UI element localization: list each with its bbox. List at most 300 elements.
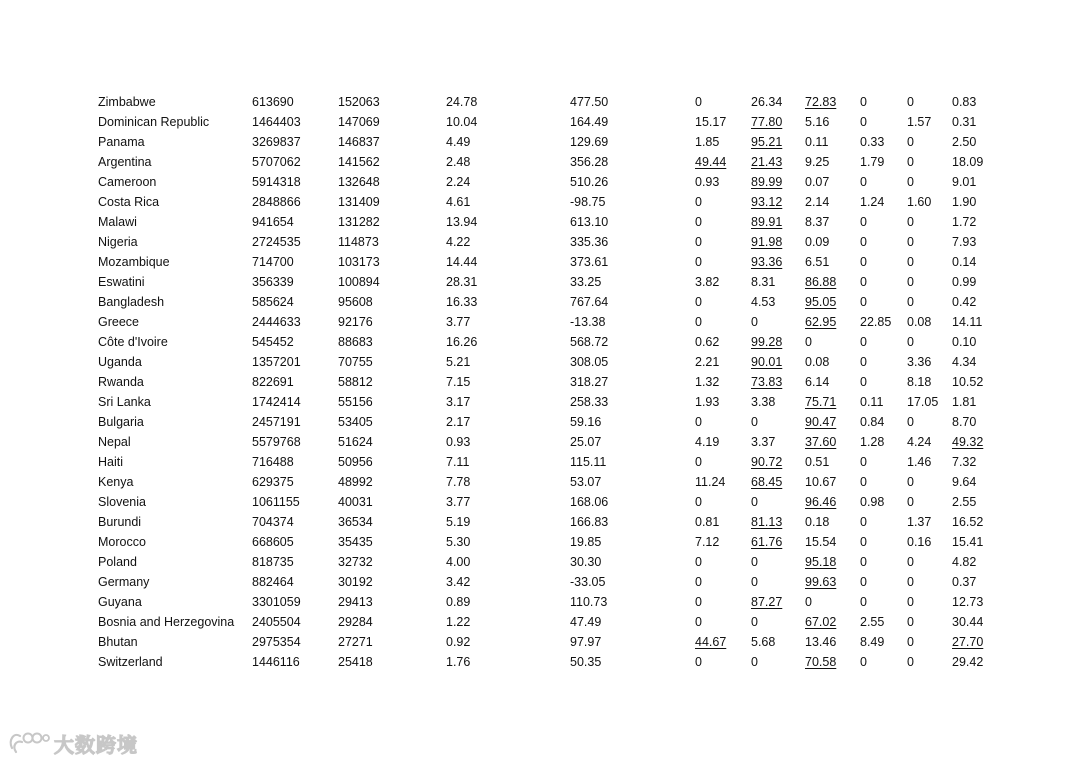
value-cell-v1: 714700 [252,255,294,269]
data-table [98,92,992,672]
value-cell-v7: 0 [805,335,812,349]
value-cell-v4: 318.27 [570,375,609,389]
country-cell: Dominican Republic [98,115,210,129]
value-cell-v6: 73.83 [751,375,783,389]
value-cell-v7: 8.37 [805,215,830,229]
value-cell-v2: 55156 [338,395,373,409]
value-cell-v2: 35435 [338,535,373,549]
value-cell-v3: 14.44 [446,255,478,269]
value-cell-v4: 110.73 [570,595,608,609]
value-cell-v4: 30.30 [570,555,602,569]
table-row [98,592,992,612]
country-cell: Cameroon [98,175,157,189]
value-cell-v9: 0 [907,555,914,569]
value-cell-v6: 0 [751,555,758,569]
value-cell-v9: 0 [907,655,914,669]
value-cell-v5: 4.19 [695,435,720,449]
value-cell-v5: 1.85 [695,135,720,149]
value-cell-v6: 0 [751,315,758,329]
value-cell-v6: 4.53 [751,295,776,309]
value-cell-v7: 0.09 [805,235,830,249]
value-cell-v10: 0.42 [952,295,977,309]
value-cell-v6: 89.91 [751,215,783,229]
value-cell-v9: 0 [907,615,914,629]
value-cell-v2: 92176 [338,315,373,329]
value-cell-v6: 90.01 [751,355,783,369]
country-cell: Haiti [98,455,124,469]
value-cell-v1: 5914318 [252,175,301,189]
value-cell-v3: 28.31 [446,275,478,289]
table-row [98,352,992,372]
value-cell-v5: 0 [695,455,702,469]
value-cell-v10: 9.64 [952,475,977,489]
value-cell-v1: 1742414 [252,395,301,409]
value-cell-v3: 5.21 [446,355,471,369]
value-cell-v9: 0 [907,475,914,489]
value-cell-v5: 0.93 [695,175,720,189]
value-cell-v1: 2405504 [252,615,301,629]
value-cell-v3: 1.76 [446,655,471,669]
value-cell-v1: 882464 [252,575,294,589]
value-cell-v8: 2.55 [860,615,885,629]
value-cell-v6: 21.43 [751,155,783,169]
table-row [98,312,992,332]
country-cell: Mozambique [98,255,170,269]
value-cell-v8: 0 [860,595,867,609]
value-cell-v1: 5707062 [252,155,301,169]
value-cell-v8: 0 [860,515,867,529]
table-row [98,532,992,552]
value-cell-v9: 0 [907,155,914,169]
value-cell-v5: 44.67 [695,635,727,649]
value-cell-v3: 2.48 [446,155,471,169]
value-cell-v3: 3.17 [446,395,471,409]
table-row [98,372,992,392]
value-cell-v3: 4.49 [446,135,471,149]
table-row [98,472,992,492]
value-cell-v2: 152063 [338,95,380,109]
value-cell-v6: 0 [751,575,758,589]
table-row [98,172,992,192]
value-cell-v5: 0 [695,255,702,269]
value-cell-v2: 27271 [338,635,373,649]
value-cell-v3: 16.26 [446,335,478,349]
value-cell-v9: 1.46 [907,455,932,469]
value-cell-v7: 99.63 [805,575,837,589]
value-cell-v6: 93.36 [751,255,783,269]
value-cell-v1: 3269837 [252,135,301,149]
value-cell-v5: 0 [695,215,702,229]
country-cell: Argentina [98,155,152,169]
value-cell-v10: 14.11 [952,315,983,329]
value-cell-v2: 131409 [338,195,380,209]
value-cell-v10: 9.01 [952,175,977,189]
value-cell-v5: 0 [695,595,702,609]
value-cell-v8: 0 [860,575,867,589]
table-row [98,192,992,212]
value-cell-v3: 0.92 [446,635,471,649]
value-cell-v4: 308.05 [570,355,609,369]
watermark-text: 大数跨境 [54,732,138,757]
country-cell: Morocco [98,535,146,549]
value-cell-v9: 0 [907,255,914,269]
country-cell: Sri Lanka [98,395,151,409]
value-cell-v9: 4.24 [907,435,932,449]
country-cell: Poland [98,555,137,569]
value-cell-v9: 0 [907,595,914,609]
value-cell-v4: -33.05 [570,575,606,589]
value-cell-v4: 373.61 [570,255,609,269]
country-cell: Malawi [98,215,137,229]
value-cell-v2: 131282 [338,215,380,229]
value-cell-v5: 0 [695,315,702,329]
value-cell-v2: 51624 [338,435,373,449]
value-cell-v10: 0.14 [952,255,977,269]
table-row [98,132,992,152]
value-cell-v9: 0 [907,275,914,289]
value-cell-v4: 335.36 [570,235,609,249]
value-cell-v4: 258.33 [570,395,609,409]
country-cell: Guyana [98,595,142,609]
value-cell-v9: 0 [907,635,914,649]
value-cell-v6: 91.98 [751,235,783,249]
value-cell-v3: 3.77 [446,315,471,329]
value-cell-v1: 704374 [252,515,294,529]
value-cell-v8: 1.24 [860,195,885,209]
value-cell-v6: 8.31 [751,275,776,289]
value-cell-v5: 0 [695,555,702,569]
value-cell-v7: 0.07 [805,175,830,189]
value-cell-v2: 36534 [338,515,373,529]
value-cell-v7: 0.18 [805,515,830,529]
value-cell-v8: 0.98 [860,495,885,509]
value-cell-v2: 32732 [338,555,373,569]
value-cell-v6: 81.13 [751,515,783,529]
country-cell: Bosnia and Herzegovina [98,615,235,629]
value-cell-v8: 8.49 [860,635,885,649]
value-cell-v7: 13.46 [805,635,837,649]
value-cell-v1: 818735 [252,555,294,569]
value-cell-v7: 9.25 [805,155,830,169]
value-cell-v1: 668605 [252,535,294,549]
value-cell-v2: 29284 [338,615,373,629]
value-cell-v3: 4.00 [446,555,471,569]
value-cell-v7: 15.54 [805,535,837,549]
value-cell-v10: 0.37 [952,575,977,589]
country-cell: Rwanda [98,375,144,389]
value-cell-v9: 3.36 [907,355,932,369]
value-cell-v8: 22.85 [860,315,892,329]
value-cell-v10: 16.52 [952,515,984,529]
value-cell-v3: 5.19 [446,515,471,529]
value-cell-v4: 115.11 [570,455,607,469]
country-cell: Nigeria [98,235,138,249]
value-cell-v3: 3.42 [446,575,471,589]
value-cell-v6: 89.99 [751,175,783,189]
value-cell-v3: 0.93 [446,435,471,449]
value-cell-v7: 2.14 [805,195,830,209]
value-cell-v6: 93.12 [751,195,783,209]
value-cell-v4: -13.38 [570,315,606,329]
value-cell-v1: 1357201 [252,355,301,369]
value-cell-v1: 356339 [252,275,294,289]
value-cell-v7: 90.47 [805,415,837,429]
value-cell-v1: 2848866 [252,195,301,209]
table-row [98,292,992,312]
value-cell-v9: 0.08 [907,315,932,329]
value-cell-v8: 0 [860,175,867,189]
value-cell-v8: 0 [860,555,867,569]
value-cell-v8: 0 [860,455,867,469]
value-cell-v8: 0 [860,215,867,229]
value-cell-v1: 2724535 [252,235,301,249]
value-cell-v8: 0.33 [860,135,885,149]
value-cell-v1: 716488 [252,455,294,469]
value-cell-v2: 141562 [338,155,380,169]
value-cell-v2: 29413 [338,595,373,609]
value-cell-v8: 0 [860,655,867,669]
value-cell-v3: 4.61 [446,195,471,209]
value-cell-v10: 0.10 [952,335,977,349]
value-cell-v2: 132648 [338,175,380,189]
country-cell: Eswatini [98,275,145,289]
value-cell-v9: 0 [907,415,914,429]
table-row [98,392,992,412]
value-cell-v10: 0.83 [952,95,977,109]
value-cell-v1: 1446116 [252,655,300,669]
value-cell-v5: 3.82 [695,275,720,289]
value-cell-v6: 26.34 [751,95,783,109]
value-cell-v5: 1.32 [695,375,720,389]
value-cell-v2: 100894 [338,275,380,289]
table-row [98,552,992,572]
value-cell-v2: 103173 [338,255,380,269]
value-cell-v5: 0 [695,195,702,209]
value-cell-v8: 0 [860,235,867,249]
value-cell-v10: 7.93 [952,235,977,249]
value-cell-v2: 30192 [338,575,373,589]
value-cell-v7: 6.51 [805,255,830,269]
value-cell-v6: 87.27 [751,595,783,609]
value-cell-v6: 61.76 [751,535,783,549]
value-cell-v3: 3.77 [446,495,471,509]
value-cell-v9: 0 [907,335,914,349]
value-cell-v6: 99.28 [751,335,783,349]
country-cell: Kenya [98,475,134,489]
value-cell-v4: 356.28 [570,155,609,169]
value-cell-v9: 1.57 [907,115,932,129]
value-cell-v8: 0.11 [860,395,884,409]
table-row [98,152,992,172]
value-cell-v7: 6.14 [805,375,830,389]
value-cell-v3: 7.78 [446,475,471,489]
value-cell-v1: 941654 [252,215,294,229]
value-cell-v5: 11.24 [695,475,726,489]
value-cell-v5: 2.21 [695,355,720,369]
table-row [98,452,992,472]
table-row [98,252,992,272]
value-cell-v6: 0 [751,495,758,509]
value-cell-v8: 0 [860,335,867,349]
table-row [98,112,992,132]
value-cell-v8: 0 [860,115,867,129]
table-row [98,512,992,532]
value-cell-v2: 147069 [338,115,380,129]
value-cell-v9: 1.37 [907,515,932,529]
value-cell-v9: 1.60 [907,195,932,209]
value-cell-v5: 0 [695,615,702,629]
value-cell-v6: 77.80 [751,115,783,129]
value-cell-v5: 7.12 [695,535,720,549]
value-cell-v10: 4.34 [952,355,977,369]
value-cell-v8: 0 [860,535,867,549]
value-cell-v6: 90.72 [751,455,783,469]
value-cell-v10: 27.70 [952,635,984,649]
value-cell-v6: 0 [751,655,758,669]
value-cell-v4: 164.49 [570,115,609,129]
table-row [98,432,992,452]
value-cell-v8: 0 [860,355,867,369]
value-cell-v2: 114873 [338,235,379,249]
value-cell-v5: 0 [695,575,702,589]
value-cell-v10: 0.31 [952,115,977,129]
value-cell-v1: 2457191 [252,415,301,429]
value-cell-v10: 12.73 [952,595,984,609]
value-cell-v2: 70755 [338,355,373,369]
value-cell-v2: 53405 [338,415,373,429]
country-cell: Switzerland [98,655,163,669]
value-cell-v4: 568.72 [570,335,609,349]
value-cell-v7: 72.83 [805,95,837,109]
value-cell-v1: 585624 [252,295,294,309]
country-cell: Uganda [98,355,142,369]
value-cell-v7: 0.11 [805,135,829,149]
value-cell-v4: 613.10 [570,215,609,229]
value-cell-v3: 5.30 [446,535,471,549]
country-cell: Greece [98,315,139,329]
value-cell-v8: 0 [860,295,867,309]
value-cell-v3: 7.15 [446,375,471,389]
country-cell: Slovenia [98,495,146,509]
value-cell-v4: 59.16 [570,415,602,429]
country-cell: Bhutan [98,635,138,649]
value-cell-v4: 25.07 [570,435,602,449]
value-cell-v7: 10.67 [805,475,837,489]
value-cell-v4: 477.50 [570,95,609,109]
value-cell-v1: 545452 [252,335,294,349]
value-cell-v3: 4.22 [446,235,471,249]
country-cell: Bulgaria [98,415,144,429]
table-row [98,572,992,592]
value-cell-v5: 0 [695,95,702,109]
value-cell-v7: 67.02 [805,615,837,629]
value-cell-v2: 40031 [338,495,373,509]
value-cell-v10: 8.70 [952,415,977,429]
value-cell-v7: 86.88 [805,275,837,289]
value-cell-v3: 16.33 [446,295,478,309]
value-cell-v10: 30.44 [952,615,984,629]
value-cell-v10: 49.32 [952,435,984,449]
value-cell-v10: 7.32 [952,455,977,469]
value-cell-v2: 88683 [338,335,373,349]
value-cell-v1: 5579768 [252,435,301,449]
value-cell-v6: 3.37 [751,435,776,449]
value-cell-v9: 0 [907,495,914,509]
value-cell-v10: 2.50 [952,135,977,149]
value-cell-v1: 2975354 [252,635,301,649]
value-cell-v9: 8.18 [907,375,932,389]
value-cell-v3: 13.94 [446,215,478,229]
value-cell-v5: 0.62 [695,335,720,349]
value-cell-v6: 5.68 [751,635,776,649]
value-cell-v9: 0.16 [907,535,932,549]
value-cell-v2: 95608 [338,295,373,309]
country-cell: Burundi [98,515,142,529]
value-cell-v5: 0 [695,295,702,309]
value-cell-v8: 1.79 [860,155,885,169]
value-cell-v7: 75.71 [805,395,837,409]
value-cell-v10: 1.72 [952,215,977,229]
value-cell-v3: 10.04 [446,115,478,129]
value-cell-v1: 822691 [252,375,294,389]
value-cell-v6: 68.45 [751,475,783,489]
value-cell-v10: 2.55 [952,495,977,509]
table-row [98,332,992,352]
value-cell-v7: 95.18 [805,555,837,569]
table-row [98,212,992,232]
value-cell-v10: 4.82 [952,555,977,569]
value-cell-v4: 50.35 [570,655,602,669]
value-cell-v7: 0 [805,595,812,609]
value-cell-v8: 0 [860,95,867,109]
value-cell-v4: 129.69 [570,135,609,149]
value-cell-v2: 50956 [338,455,373,469]
value-cell-v4: 33.25 [570,275,602,289]
value-cell-v2: 146837 [338,135,380,149]
value-cell-v3: 24.78 [446,95,478,109]
value-cell-v3: 7.11 [446,455,470,469]
value-cell-v10: 29.42 [952,655,984,669]
value-cell-v1: 2444633 [252,315,301,329]
value-cell-v5: 0 [695,415,702,429]
value-cell-v4: -98.75 [570,195,606,209]
table-row [98,412,992,432]
value-cell-v4: 47.49 [570,615,602,629]
value-cell-v1: 629375 [252,475,294,489]
value-cell-v1: 3301059 [252,595,301,609]
value-cell-v5: 0 [695,495,702,509]
watermark [6,726,138,760]
value-cell-v5: 0 [695,235,702,249]
country-cell: Costa Rica [98,195,160,209]
value-cell-v1: 1061155 [252,495,300,509]
country-cell: Côte d'Ivoire [98,335,168,349]
value-cell-v3: 1.22 [446,615,471,629]
value-cell-v8: 0 [860,475,867,489]
value-cell-v7: 96.46 [805,495,837,509]
value-cell-v10: 1.90 [952,195,977,209]
value-cell-v7: 5.16 [805,115,830,129]
value-cell-v6: 0 [751,615,758,629]
value-cell-v7: 70.58 [805,655,837,669]
value-cell-v9: 0 [907,175,914,189]
value-cell-v9: 0 [907,295,914,309]
value-cell-v10: 1.81 [952,395,977,409]
value-cell-v4: 166.83 [570,515,609,529]
table-row [98,652,992,672]
value-cell-v4: 53.07 [570,475,602,489]
value-cell-v7: 95.05 [805,295,837,309]
